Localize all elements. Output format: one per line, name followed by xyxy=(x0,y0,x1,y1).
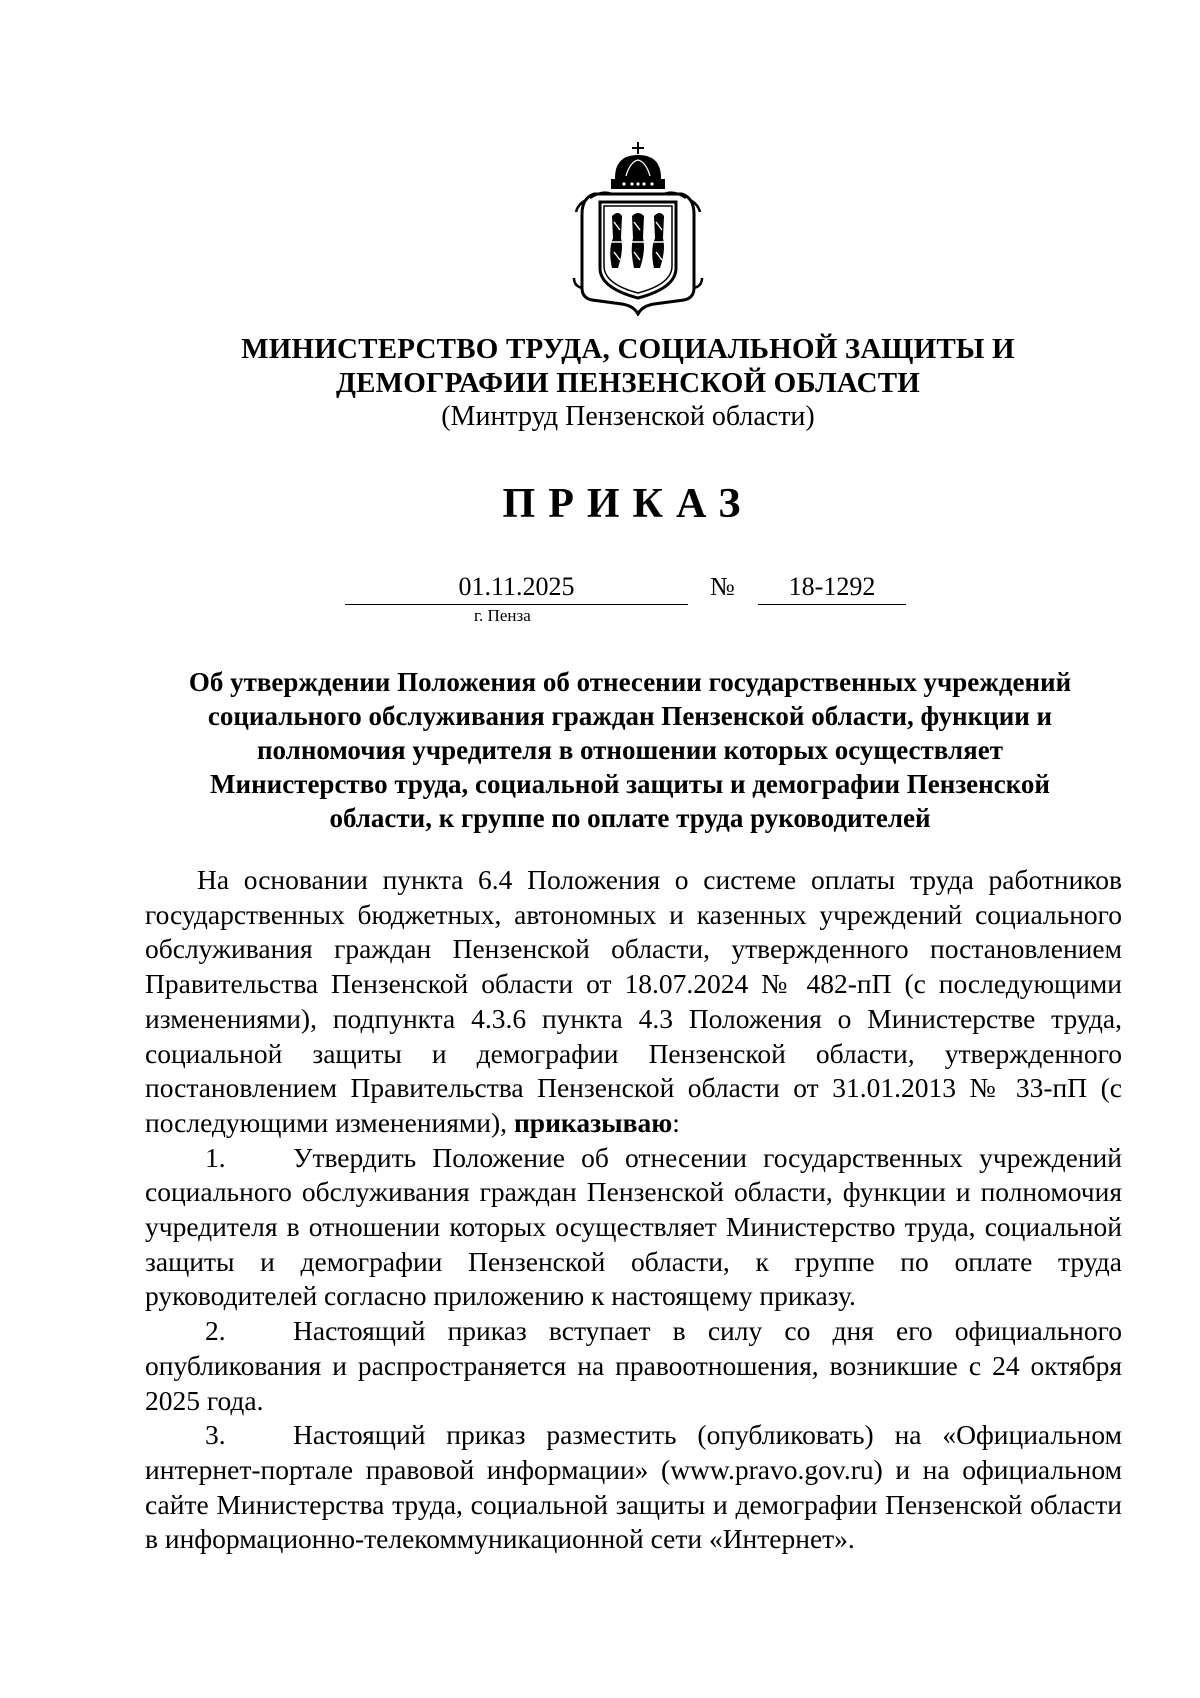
organization-name-line2: ДЕМОГРАФИИ ПЕНЗЕНСКОЙ ОБЛАСТИ xyxy=(335,367,921,399)
item-number: 2. xyxy=(205,1315,226,1347)
order-body xyxy=(145,863,1122,1557)
coat-of-arms-emblem xyxy=(572,138,704,316)
subject-line: области, к группе по оплате труда руководителей xyxy=(329,803,931,833)
order-date: 01.11.2025 xyxy=(345,572,688,605)
organization-name-line1: МИНИСТЕРСТВО ТРУДА, СОЦИАЛЬНОЙ ЗАЩИТЫ И xyxy=(241,333,1015,365)
subject-line: Об утверждении Положения об отнесении государственных учреждений xyxy=(188,667,1072,697)
item-text: Утвердить Положение об отнесении государственных учреждений социального обслуживания граждан Пензенской области, функции и полномочия учредителя в отношении которых осуществляет Министерство труда, социальной защиты и демографии Пензенской области, к группе по оплате труда руководителей согласно приложению к настоящему приказу. xyxy=(145,1141,1122,1312)
number-sign: № xyxy=(710,572,735,601)
preamble-text: На основании пункта 6.4 Положения о системе оплаты труда работников государственных бюджетных, автономных и казенных учреждений социального обслуживания граждан Пензенской области, утвержденного постановлением Правительства Пензенской области от 18.07.2024 № 482-пП (с последующими изменениями), подпункта 4.3.6 пункта 4.3 Положения о Министерстве труда, социальной защиты и демографии Пензенской области, утвержденного постановлением Правительства Пензенской области от 31.01.2013 № 33-пП (с последующими изменениями), xyxy=(145,864,1122,1138)
preamble-decree-word: приказываю xyxy=(513,1106,673,1138)
subject-line: Министерство труда, социальной защиты и демографии Пензенской xyxy=(210,769,1050,799)
subject-line: полномочия учредителя в отношении которых осуществляет xyxy=(256,735,1003,765)
item-text: Настоящий приказ вступает в силу со дня его официального опубликования и распространяется на правоотношения, возникшие с 24 октября 2025 года. xyxy=(145,1315,1122,1416)
issue-city: г. Пенза xyxy=(474,606,531,625)
subject-line: социального обслуживания граждан Пензенской области, функции и xyxy=(207,701,1053,731)
item-number: 1. xyxy=(205,1141,226,1173)
preamble-colon: : xyxy=(672,1106,680,1138)
organization-header xyxy=(0,332,1200,434)
preamble-paragraph xyxy=(145,863,1122,1141)
order-item-2 xyxy=(145,1314,1122,1418)
order-item-1 xyxy=(145,1141,1122,1315)
item-number: 3. xyxy=(205,1419,226,1451)
document-type-title: ПРИКАЗ xyxy=(502,481,754,527)
organization-short-name: (Минтруд Пензенской области) xyxy=(441,401,815,432)
order-item-3 xyxy=(145,1418,1122,1557)
order-subject xyxy=(140,665,1120,835)
order-number: 18-1292 xyxy=(758,572,906,605)
item-text: Настоящий приказ разместить (опубликовать) на «Официальном интернет-портале правовой информации» (www.pravo.gov.ru) и на официальном сайте Министерства труда, социальной защиты и демографии Пензенской области в информационно-телекоммуникационной сети «Интернет». xyxy=(145,1419,1122,1555)
